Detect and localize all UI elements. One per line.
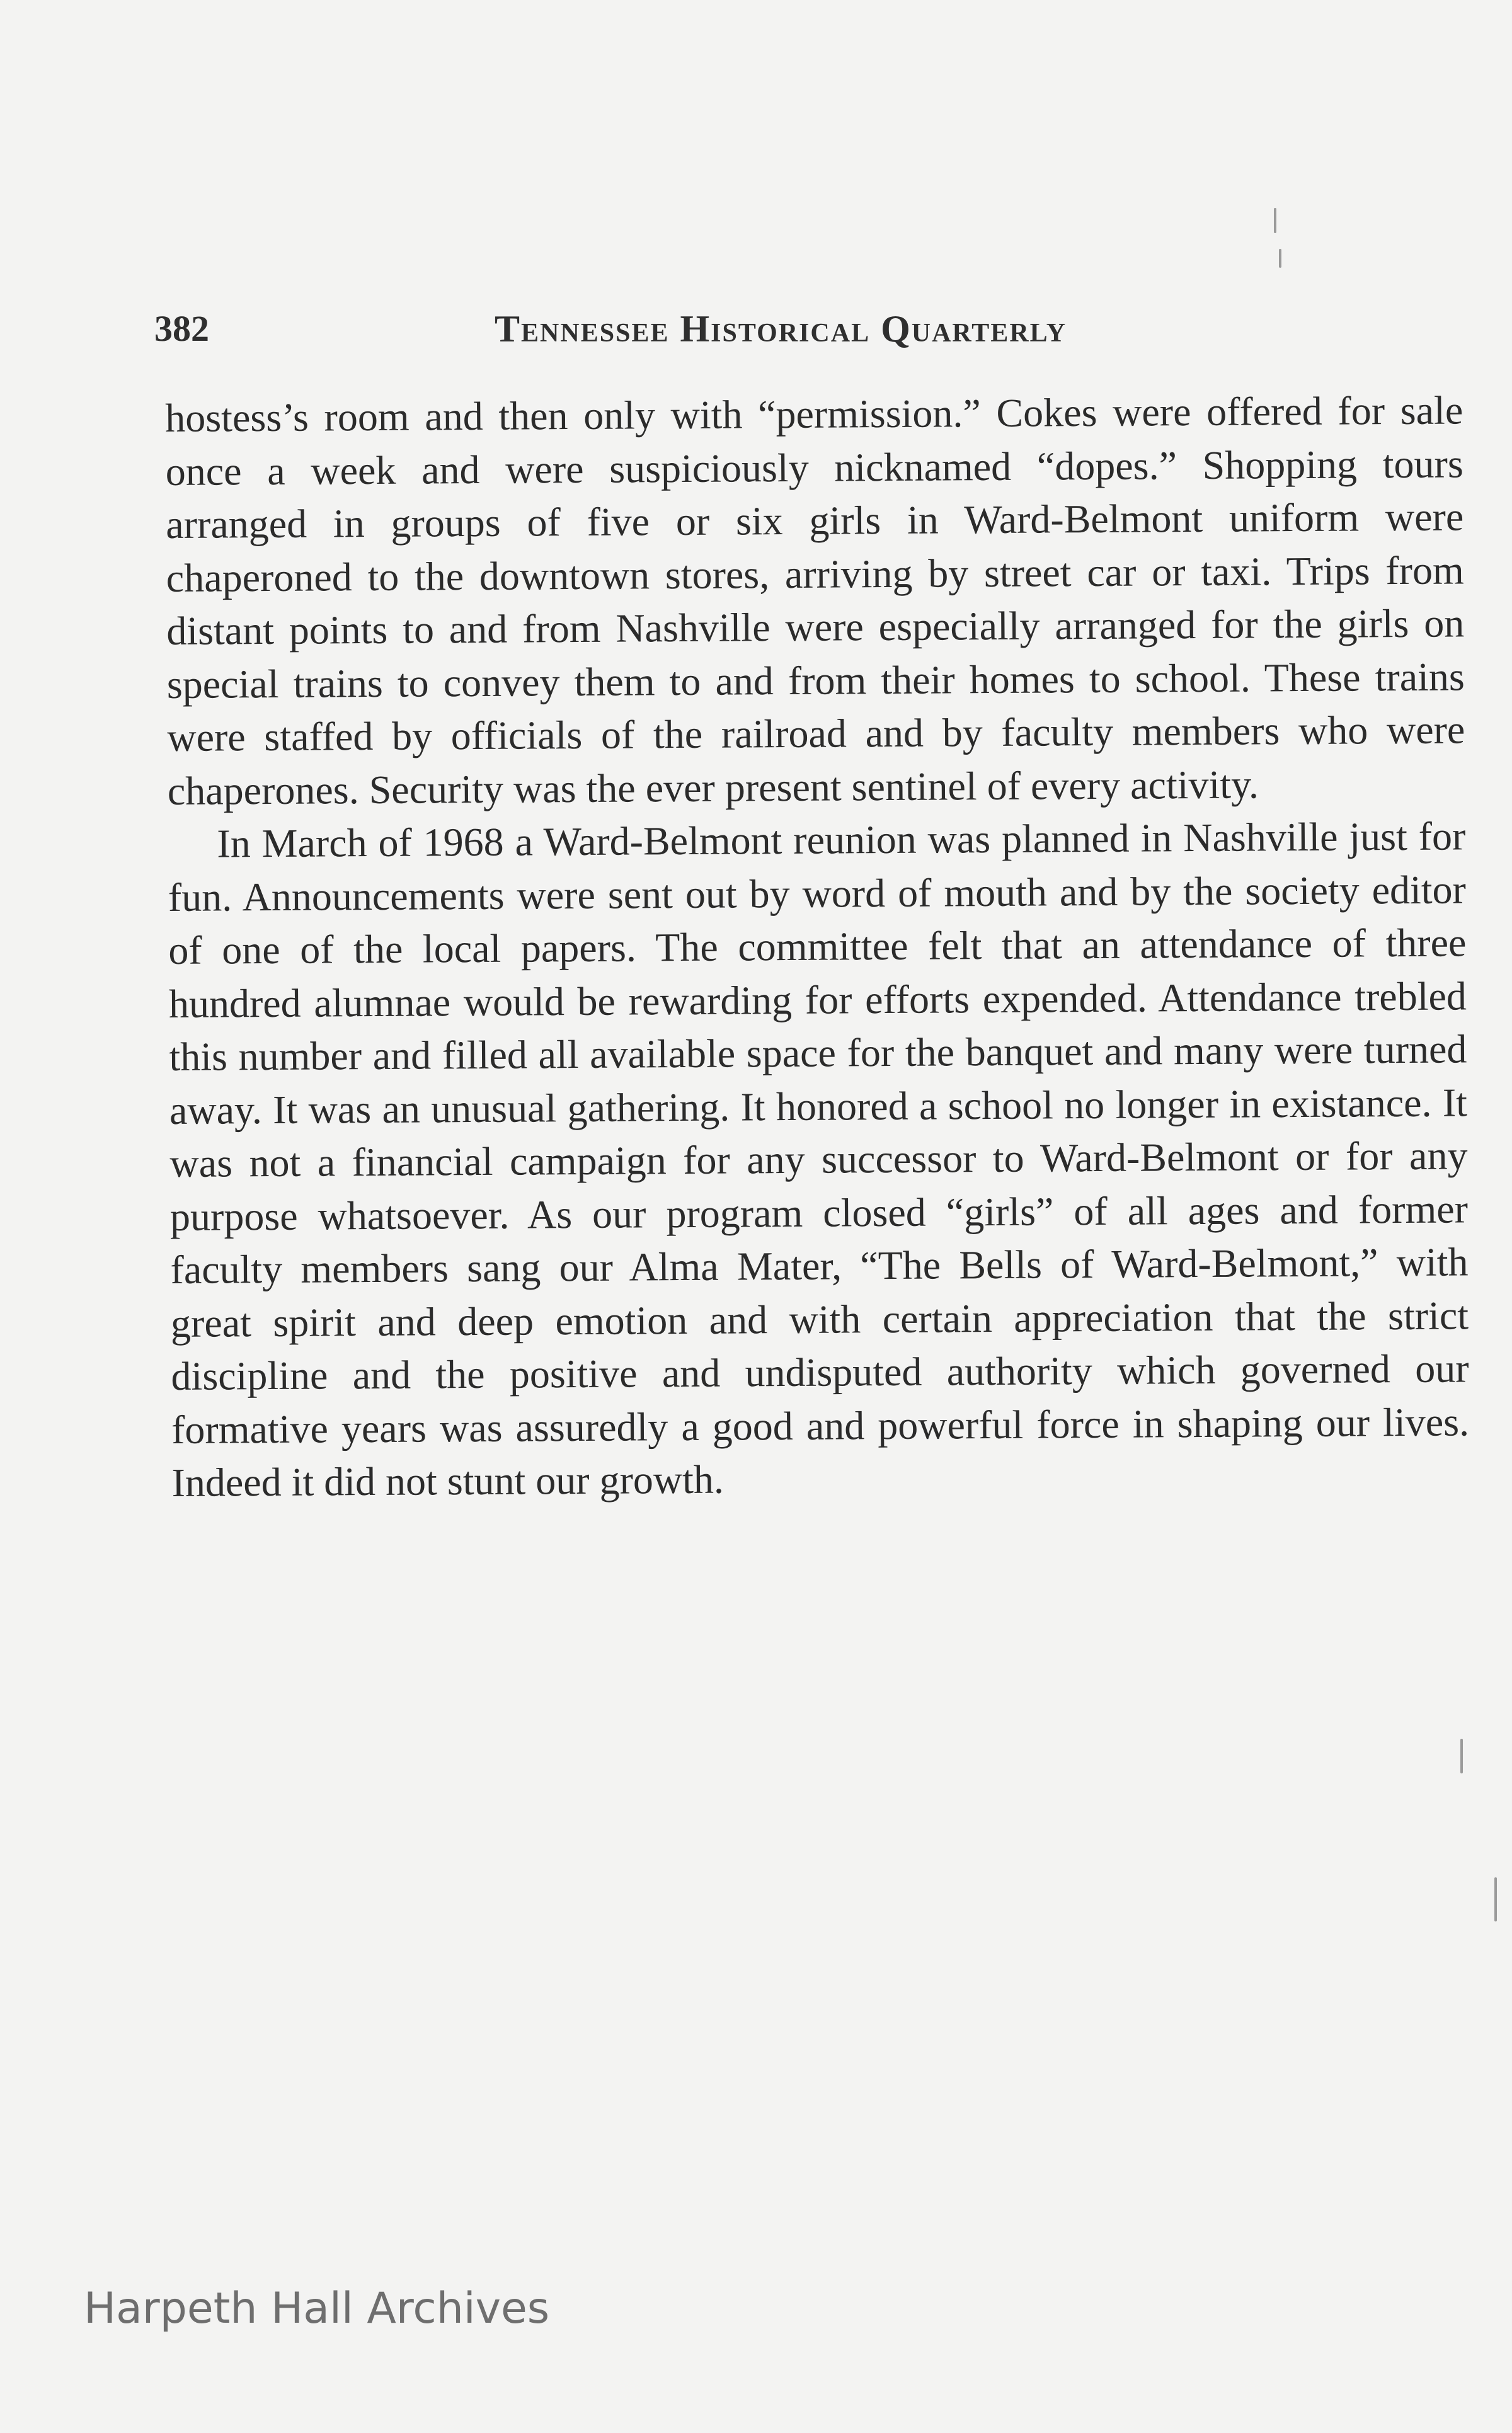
paragraph: hostess’s room and then only with “permission.” Cokes were offered for sale once a week and were suspiciously nicknamed “dopes.” Shopping tours arranged in groups of five or six girls in Ward-Belmont uniform were chaperoned to the downtown stores, arriving by street car or taxi. Trips from distant points to and from Nashville were especially arranged for the girls on special trains to convey them to and from their homes to school. These trains were staffed by officials of the railroad and by faculty members who were chaperones. Security was the ever present sentinel of every activity.: [165, 387, 1465, 813]
scan-edge-mark: [1460, 1739, 1463, 1773]
archive-watermark: Harpeth Hall Archives: [84, 2284, 550, 2333]
paragraph: In March of 1968 a Ward-Belmont reunion was planned in Nashville just for fun. Announcements were sent out by word of mouth and by the society editor of one of the local papers. The committee felt that an attendance of three hundred alumnae would be rewarding for efforts expended. Attendance trebled this number and filled all available space for the banquet and many were turned away. It was an unusual gathering. It honored a school no longer in existance. It was not a financial campaign for any successor to Ward-Belmont or for any purpose whatsoever. As our program closed “girls” of all ages and former faculty members sang our Alma Mater, “The Bells of Ward-Belmont,” with great spirit and deep emotion and with certain appreciation that the strict discipline and the positive and undisputed authority which governed our formative years was assuredly a good and powerful force in shaping our lives. Indeed it did not stunt our growth.: [168, 813, 1470, 1505]
article-body: [165, 384, 1470, 1509]
scan-edge-mark: [1274, 208, 1276, 233]
scan-edge-mark: [1494, 1877, 1497, 1921]
journal-title: Tennessee Historical Quarterly: [495, 308, 1067, 350]
page-number: 382: [154, 308, 209, 349]
running-head: [154, 307, 1477, 358]
scan-edge-mark: [1279, 249, 1281, 268]
